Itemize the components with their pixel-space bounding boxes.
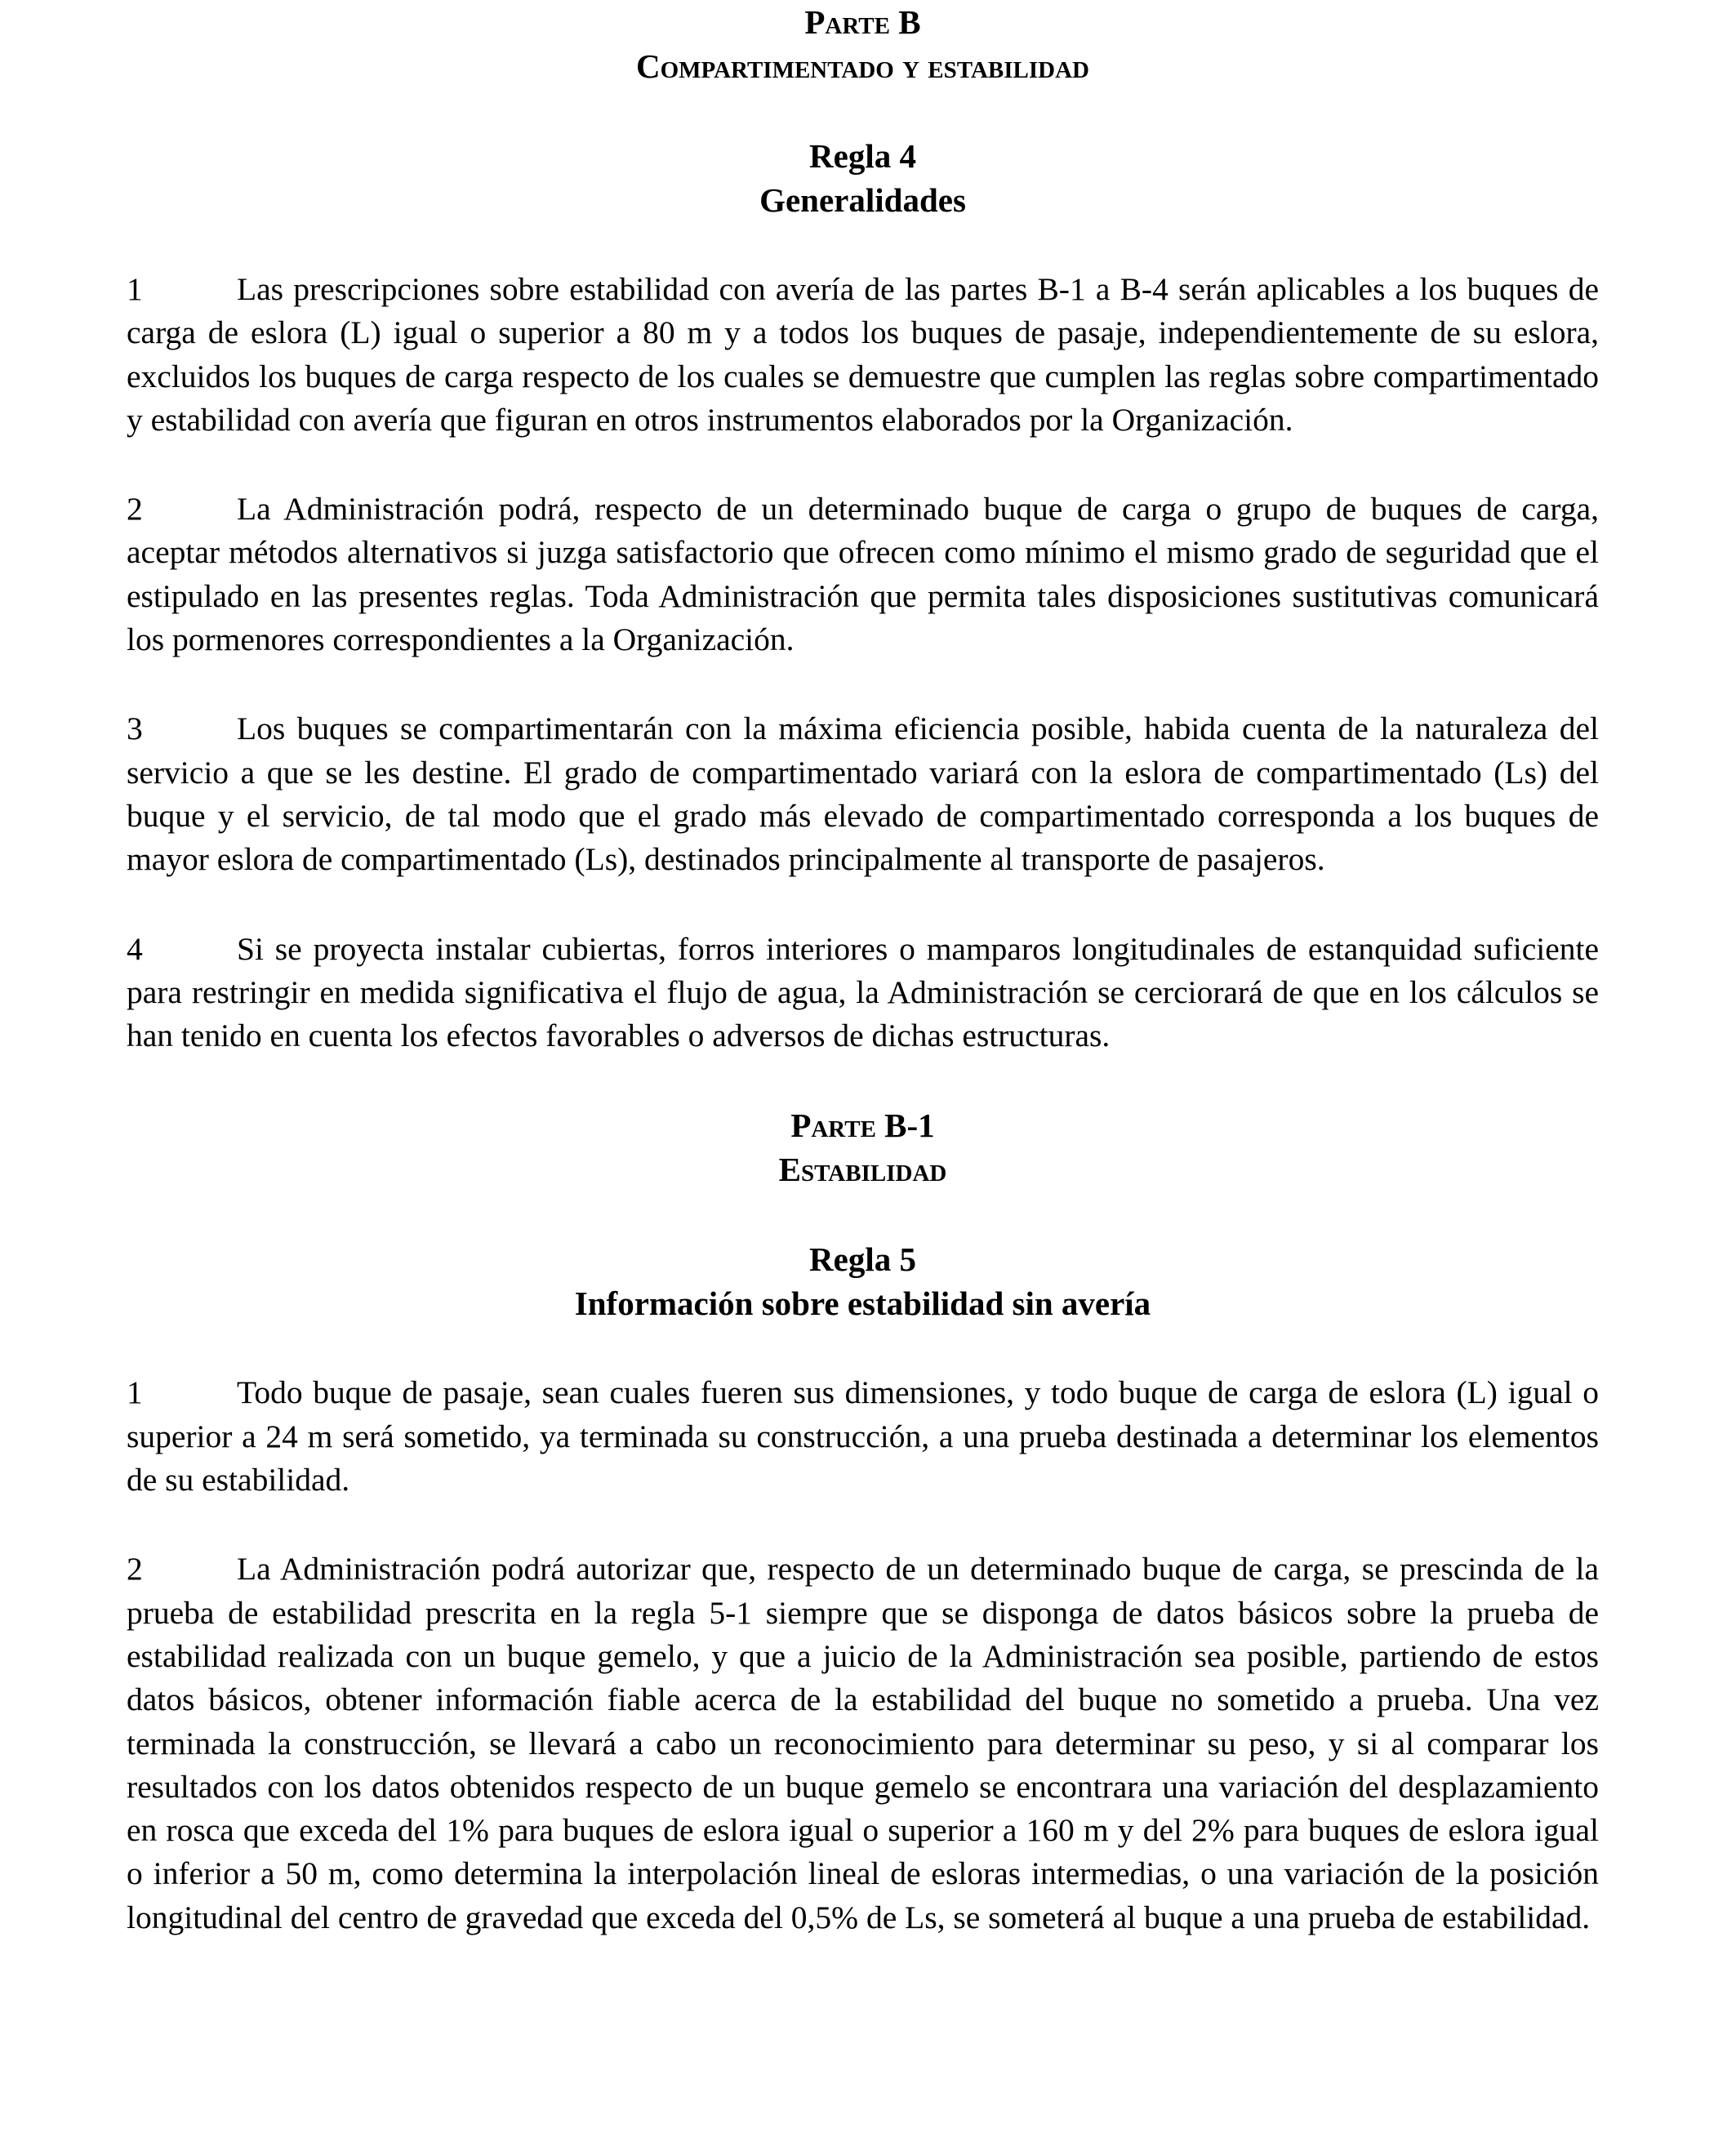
paragraph [127, 707, 1599, 881]
part-title: Parte B [804, 3, 921, 41]
paragraph-text: Todo buque de pasaje, sean cuales fueren sus dimensiones, y todo buque de carga de eslora (L) igual o superior a 24 m será sometido, ya terminada su construcción, a una prueba destinada a determinar los elementos de su estabilidad. [127, 1374, 1599, 1499]
paragraph [127, 928, 1599, 1058]
paragraph-number: 1 [127, 271, 143, 307]
document-page [127, 0, 1599, 1939]
paragraph-text: Las prescripciones sobre estabilidad con avería de las partes B-1 a B-4 serán aplicables a los buques de carga de eslora (L) igual o superior a 80 m y a todos los buques de pasaje, independientemente de su eslora, excluidos los buques de carga respecto de los cuales se demuestre que cumplen las reglas sobre compartimentado y estabilidad con avería que figuran en otros instrumentos elaborados por la Organización. [127, 271, 1599, 438]
paragraph-number: 2 [127, 1551, 143, 1588]
rule-title: Regla 4 [809, 137, 916, 175]
regla-5-heading [127, 1237, 1599, 1325]
part-title: Parte B-1 [790, 1107, 935, 1145]
paragraph-text: La Administración podrá autorizar que, respecto de un determinado buque de carga, se prescinda de la prueba de estabilidad prescrita en la regla 5-1 siempre que se disponga de datos básicos sobre la prueba de estabilidad realizada con un buque gemelo, y que a juicio de la Administración sea posible, partiendo de estos datos básicos, obtener información fiable acerca de la estabilidad del buque no sometido a prueba. Una vez terminada la construcción, se llevará a cabo un reconocimiento para determinar su peso, y si al comparar los resultados con los datos obtenidos respecto de un buque gemelo se encontrara una variación del desplazamiento en rosca que exceda del 1% para buques de eslora igual o superior a 160 m y del 2% para buques de eslora igual o inferior a 50 m, como determina la interpolación lineal de esloras intermedias, o una variación de la posición longitudinal del centro de gravedad que exceda del 0,5% de Ls, se someterá al buque a una prueba de estabilidad. [127, 1551, 1599, 1935]
paragraph-text: Los buques se compartimentarán con la máxima eficiencia posible, habida cuenta de la naturaleza del servicio a que se les destine. El grado de compartimentado variará con la eslora de compartimentado (Ls) del buque y el servicio, de tal modo que el grado más elevado de compartimentado corresponda a los buques de mayor eslora de compartimentado (Ls), destinados principalmente al transporte de pasajeros. [127, 710, 1599, 878]
rule-subtitle: Información sobre estabilidad sin avería [574, 1285, 1151, 1323]
parte-b1-heading [127, 1103, 1599, 1191]
rule-subtitle: Generalidades [759, 181, 966, 219]
paragraph [127, 488, 1599, 661]
paragraph-number: 3 [127, 710, 143, 747]
regla-4-heading [127, 134, 1599, 222]
paragraph-text: Si se proyecta instalar cubiertas, forros interiores o mamparos longitudinales de estanquidad suficiente para restringir en medida significativa el flujo de agua, la Administración se cerciorará de que en los cálculos se han tenido en cuenta los efectos favorables o adversos de dichas estructuras. [127, 930, 1599, 1054]
paragraph-text: La Administración podrá, respecto de un determinado buque de carga o grupo de buques de carga, aceptar métodos alternativos si juzga satisfactorio que ofrecen como mínimo el mismo grado de seguridad que el estipulado en las presentes reglas. Toda Administración que permita tales disposiciones sustitutivas comunicará los pormenores correspondientes a la Organización. [127, 491, 1599, 658]
parte-b-heading [127, 0, 1599, 88]
part-subtitle: Estabilidad [778, 1151, 947, 1189]
rule-title: Regla 5 [809, 1240, 916, 1279]
paragraph [127, 1547, 1599, 1939]
paragraph-number: 1 [127, 1374, 143, 1411]
paragraph-number: 2 [127, 491, 143, 528]
paragraph [127, 268, 1599, 442]
paragraph [127, 1371, 1599, 1502]
paragraph-number: 4 [127, 930, 143, 967]
part-subtitle: Compartimentado y estabilidad [635, 47, 1090, 85]
